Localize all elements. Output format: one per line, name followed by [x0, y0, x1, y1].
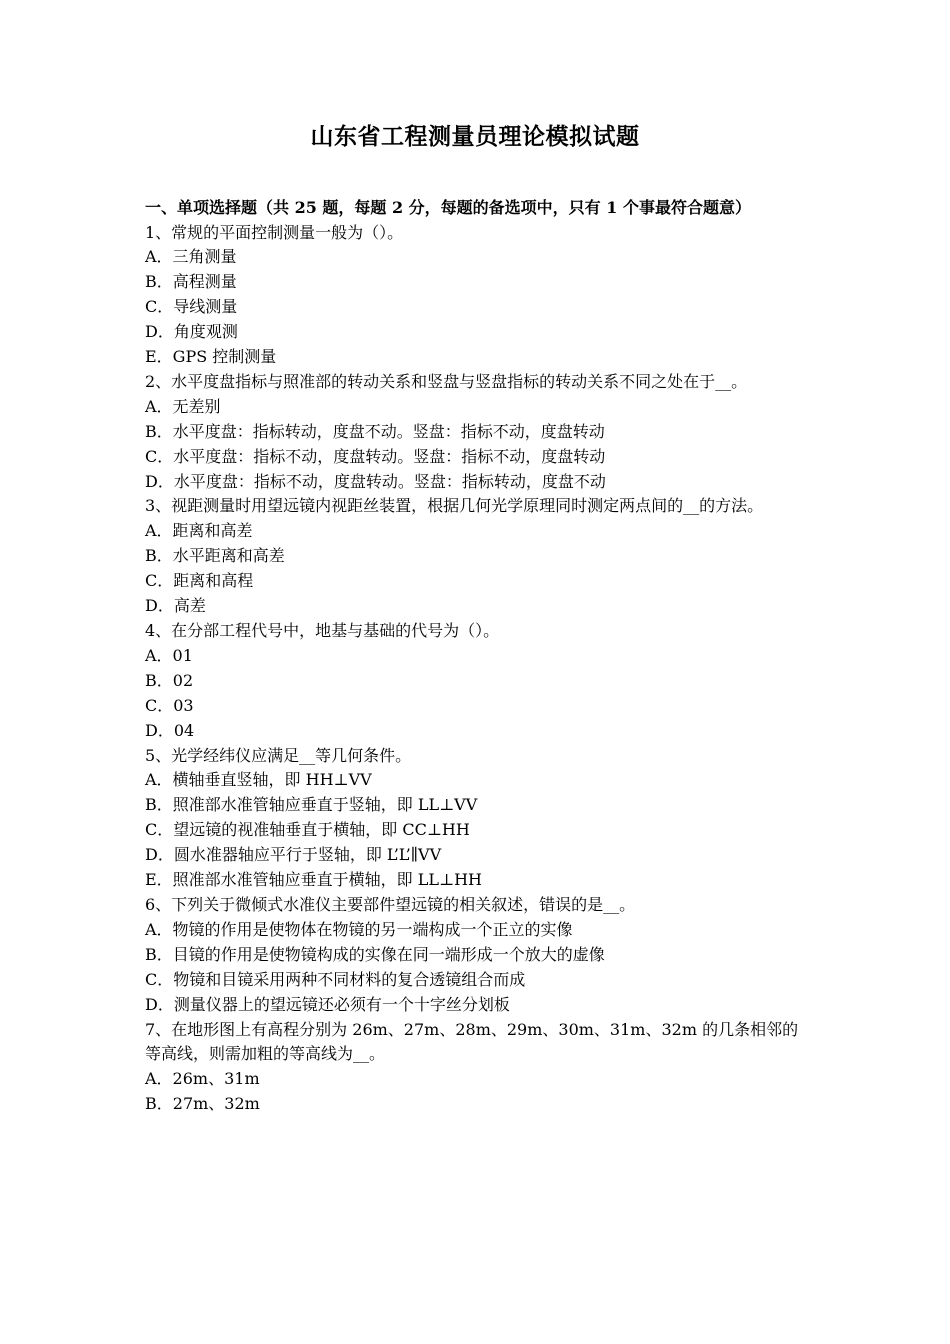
- option-a: A．距离和高差: [145, 521, 253, 541]
- option-e: E．GPS 控制测量: [145, 347, 277, 367]
- question-3: [145, 494, 810, 619]
- option-a: A．01: [145, 645, 193, 665]
- question-6: [145, 893, 810, 1018]
- question-5: [145, 744, 810, 893]
- option-b: B．高程测量: [145, 272, 237, 292]
- question-2: [145, 370, 810, 495]
- option-b: B．水平距离和高差: [145, 546, 285, 566]
- question-1: [145, 221, 810, 370]
- option-c: C．距离和高程: [145, 571, 254, 591]
- option-b: B．目镜的作用是使物镜构成的实像在同一端形成一个放大的虚像: [145, 944, 605, 964]
- option-b: B．水平度盘：指标转动，度盘不动。竖盘：指标不动，度盘转动: [145, 421, 605, 441]
- option-a: A．横轴垂直竖轴，即 HH⊥VV: [145, 770, 372, 790]
- question-stem: 4、在分部工程代号中，地基与基础的代号为（）。: [145, 621, 500, 640]
- question-stem: 3、视距测量时用望远镜内视距丝装置，根据几何光学原理同时测定两点间的__的方法。: [145, 496, 764, 516]
- option-e: E．照准部水准管轴应垂直于横轴，即 LL⊥HH: [145, 870, 482, 890]
- question-stem: 1、常规的平面控制测量一般为（）。: [145, 222, 404, 242]
- question-stem: 2、水平度盘指标与照准部的转动关系和竖盘与竖盘指标的转动关系不同之处在于__。: [145, 371, 748, 391]
- option-c: C．物镜和目镜采用两种不同材料的复合透镜组合而成: [145, 969, 526, 989]
- option-a: A．三角测量: [145, 247, 237, 267]
- question-4: [145, 619, 810, 744]
- option-c: C．水平度盘：指标不动，度盘转动。竖盘：指标不动，度盘转动: [145, 446, 606, 466]
- option-d: D．高差: [145, 596, 206, 616]
- option-a: A．物镜的作用是使物体在物镜的另一端构成一个正立的实像: [145, 919, 573, 939]
- option-c: C．导线测量: [145, 297, 238, 317]
- document-body: [145, 196, 810, 1117]
- section-heading: 一、单项选择题（共 25 题，每题 2 分，每题的备选项中，只有 1 个事最符合题意）: [145, 198, 751, 217]
- option-c: C．望远镜的视准轴垂直于横轴，即 CC⊥HH: [145, 820, 470, 840]
- option-d: D．测量仪器上的望远镜还必须有一个十字丝分划板: [145, 994, 510, 1014]
- option-c: C．03: [145, 695, 194, 715]
- option-d: D．04: [145, 720, 195, 740]
- option-b: B．02: [145, 670, 194, 690]
- option-d: D．圆水准器轴应平行于竖轴，即 L’L’∥VV: [145, 845, 442, 865]
- option-a: A．无差别: [145, 396, 221, 416]
- document-title: 山东省工程测量员理论模拟试题: [310, 123, 640, 150]
- option-b: B．27m、32m: [145, 1094, 260, 1114]
- option-d: D．角度观测: [145, 322, 238, 342]
- option-d: D．水平度盘：指标不动，度盘转动。竖盘：指标转动，度盘不动: [145, 471, 606, 491]
- option-a: A．26m、31m: [145, 1069, 260, 1089]
- question-stem: 6、下列关于微倾式水准仪主要部件望远镜的相关叙述，错误的是__。: [145, 894, 636, 914]
- question-7: [145, 1018, 810, 1118]
- question-stem: 5、光学经纬仪应满足__等几何条件。: [145, 745, 412, 765]
- option-b: B．照准部水准管轴应垂直于竖轴，即 LL⊥VV: [145, 795, 478, 815]
- question-stem: 7、在地形图上有高程分别为 26m、27m、28m、29m、30m、31m、32m 的几条相邻的等高线，则需加粗的等高线为__。: [145, 1019, 799, 1064]
